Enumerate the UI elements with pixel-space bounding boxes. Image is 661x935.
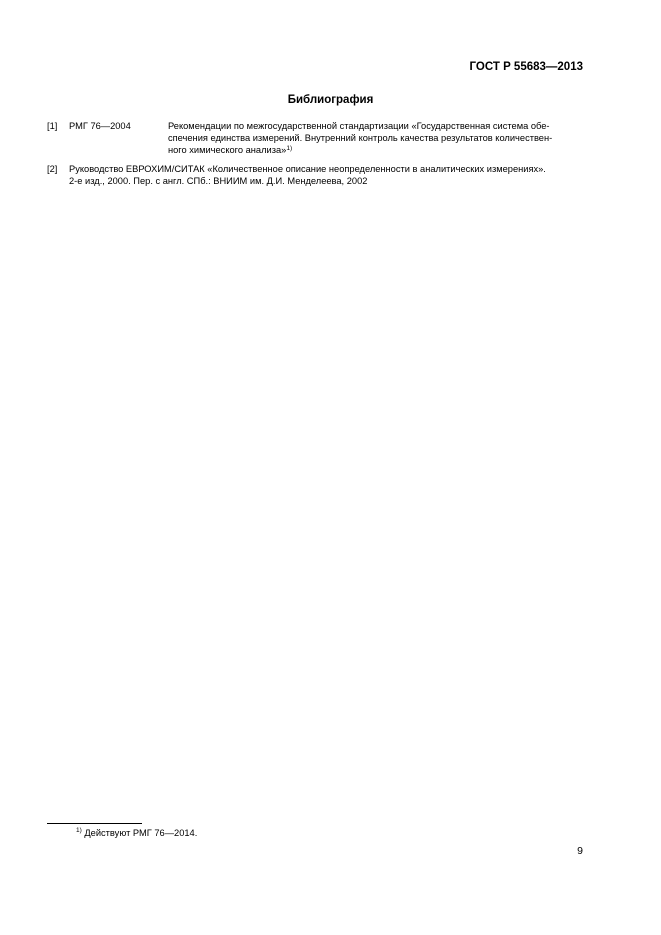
- entry-text-line: спечения единства измерений. Внутренний контроль качества результатов количествен-: [168, 133, 553, 144]
- entry-text-line: Рекомендации по межгосударственной стандартизации «Государственная система обе-: [168, 121, 550, 131]
- entry-text: [168, 120, 583, 157]
- entry-number: [1]: [47, 121, 58, 131]
- footnote: [76, 828, 197, 838]
- entry-designation: РМГ 76—2004: [69, 121, 131, 131]
- footnote-mark: 1): [76, 827, 82, 834]
- footnote-reference: 1): [286, 145, 293, 153]
- entry-text-line: 2-е изд., 2000. Пер. с англ. СПб.: ВНИИМ им. Д.И. Менделеева, 2002: [69, 175, 368, 186]
- bibliography-list: [47, 120, 583, 193]
- bibliography-entry: [47, 163, 583, 187]
- footnote-separator: [47, 823, 142, 824]
- section-title: Библиография: [287, 94, 374, 106]
- footnote-text: Действуют РМГ 76—2014.: [81, 828, 198, 838]
- entry-text: [69, 163, 583, 187]
- entry-number: [2]: [47, 163, 58, 174]
- document-code-header: ГОСТ Р 55683—2013: [469, 61, 583, 73]
- entry-text-line: Руководство ЕВРОХИМ/СИТАК «Количественное описание неопределенности в аналитических измерениях».: [69, 163, 546, 174]
- entry-text-line: [168, 144, 583, 156]
- entry-text-line-content: ного химического анализа»: [168, 145, 287, 156]
- page-number: 9: [577, 845, 583, 857]
- bibliography-entry: [47, 120, 583, 157]
